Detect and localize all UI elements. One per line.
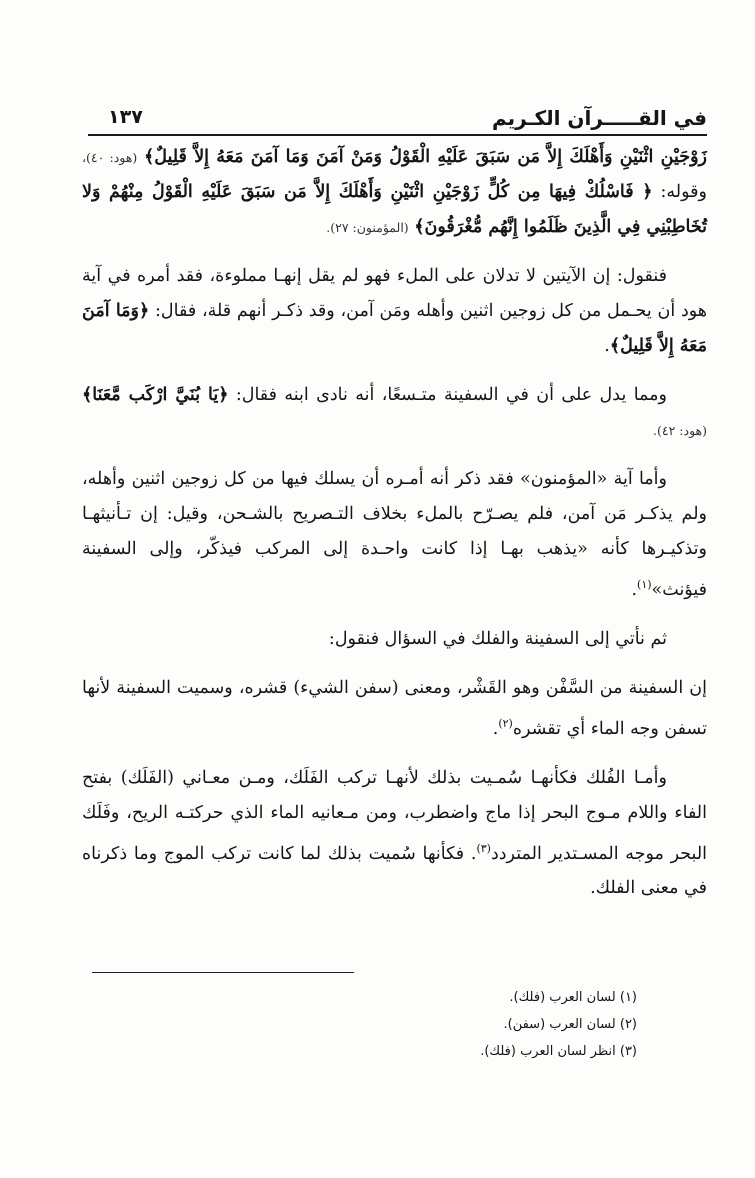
footnote-divider (92, 972, 354, 973)
quran-verse: ﴿ فَاسْلُكْ فِيهَا مِن كُلٍّ زَوْجَيْنِ اثْنَيْنِ وَأَهْلَكَ إِلاَّ مَن سَبَقَ عَلَيْهِ الْقَوْلُ مِنْهُمْ وَلا تُخَاطِبْنِي فِي الَّذِينَ ظَلَمُوا إِنَّهُم مُّغْرَقُونَ﴾ (82, 182, 707, 237)
paragraph-text: وأما آية «المؤمنون» فقد ذكر أنه أمـره أن يسلك فيها من كل زوجين اثنين وأهله، ولم يذكـر مَن آمن، فلم يصـرّح بالملء بخلاف التـصريح بالشـحن، وقيل: إن تـأنيثهـا وتذكيـرها كأنه «يذهب بهـا إذا كانت واحـدة إلى المركب فيذكّر، وإلى السفينة فيؤنث» (82, 469, 707, 600)
footnote-marker[interactable]: (٣) (476, 841, 491, 855)
quran-verse: زَوْجَيْنِ اثْنَيْنِ وَأَهْلَكَ إِلاَّ مَن سَبَقَ عَلَيْهِ الْقَوْلُ وَمَنْ آمَنَ وَمَا آمَنَ مَعَهُ إِلاَّ قَلِيلٌ﴾ (143, 147, 707, 167)
main-text (82, 140, 707, 920)
paragraph-7 (82, 761, 707, 907)
header-title: في القـــــرآن الكـريم (491, 106, 707, 130)
footnote: (٣) انظر لسان العرب (فلك). (480, 1044, 637, 1059)
footnote: (١) لسان العرب (فلك). (509, 990, 637, 1005)
verse-reference: (هود: ٤٠)، (82, 150, 138, 165)
paragraph-1 (82, 140, 707, 245)
paragraph-2 (82, 259, 707, 364)
footnote-marker[interactable]: (٢) (498, 716, 513, 730)
paragraph-4 (82, 462, 707, 608)
paragraph-text: . (604, 336, 610, 356)
verse-reference: (المؤمنون: ٢٧). (326, 220, 409, 235)
quran-verse: ﴿يَا بُنَيَّ ارْكَب مَّعَنَا﴾ (82, 385, 229, 405)
paragraph-5 (82, 622, 707, 657)
paragraph-text: ومما يدل على أن في السفينة متـسعًا، أنه نادى ابنه فقال: (235, 385, 667, 405)
paragraph-text: إن السفينة من السَّفْن وهو القَشْر، ومعنى (سفن الشيء) قشره، وسميت السفينة لأنها تسفن وجه الماء أي تقشره (82, 677, 707, 739)
paragraph-text: وأمـا الفُلك فكأنهـا سُمـيت بذلك لأنهـا تركب الفَلَك، ومـن معـاني (الفَلَك) بفتح الفاء واللام مـوج البحر إذا ماج واضطرب، ومن مـعانيه الماء الذي حركتـه الريح، وفَلَك البحر موجه المسـتدير المتردد (82, 767, 708, 864)
footnote: (٢) لسان العرب (سفن). (503, 1017, 637, 1032)
paragraph-text: . (631, 579, 638, 600)
verse-reference: (هود: ٤٢). (653, 423, 707, 438)
paragraph-text: . فكأنها سُميت بذلك لما كانت تركب الموج وما ذكرناه في معنى الفلك. (82, 843, 707, 899)
paragraph-6 (82, 671, 707, 747)
page-number: ١٣٧ (108, 106, 143, 128)
paragraph-text: وقوله: (660, 182, 707, 202)
footnote-marker[interactable]: (١) (637, 578, 652, 591)
paragraph-text: فنقول: إن الآيتين لا تدلان على الملء فهو لم يقل إنهـا مملوءة، فقد أمره في آية هود أن يحـمل من كل زوجين اثنين وأهله ومَن آمن، وقد ذكـر أنهم قلة، فقال: (82, 266, 708, 321)
paragraph-3 (82, 378, 707, 448)
running-header (88, 104, 707, 136)
paragraph-text: ثم نأتي إلى السفينة والفلك في السؤال فنقول: (328, 628, 667, 649)
footnotes (257, 984, 637, 1065)
quran-verse: ﴿وَمَا آمَنَ مَعَهُ إِلاَّ قَلِيلٌ﴾ (82, 301, 707, 356)
paragraph-text: . (492, 718, 499, 739)
